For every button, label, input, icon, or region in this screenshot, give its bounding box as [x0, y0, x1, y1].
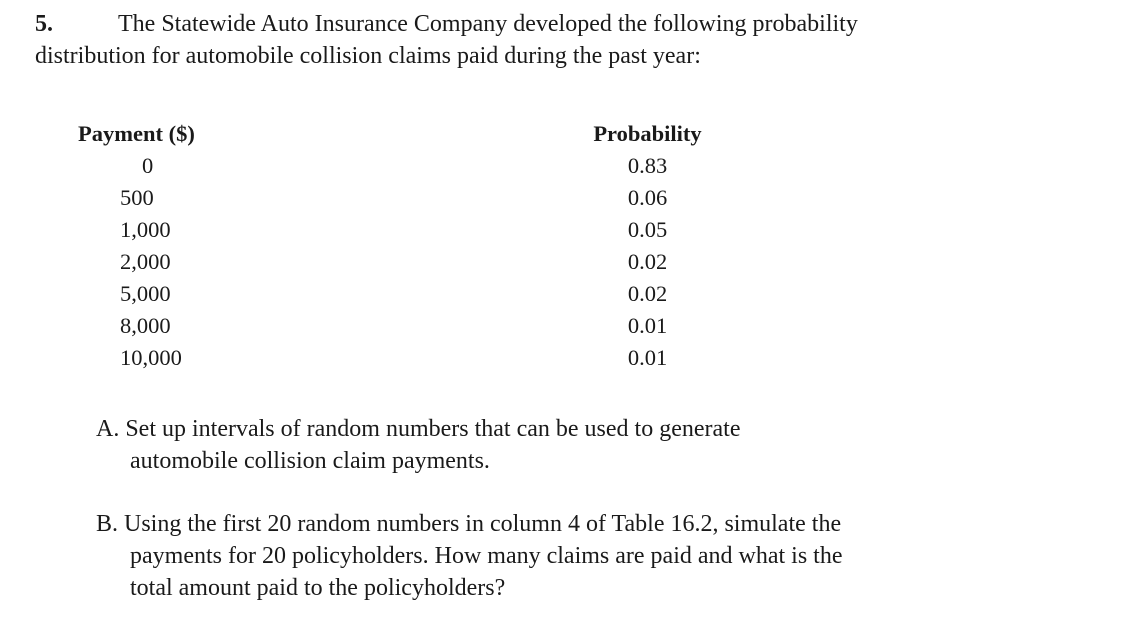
- intro-line-2: distribution for automobile collision claims paid during the past year:: [35, 43, 701, 69]
- payment-cell: 0: [142, 153, 154, 178]
- probability-cell: 0.02: [627, 249, 668, 274]
- payment-cell: 5,000: [120, 281, 171, 306]
- payment-header: Payment ($): [78, 121, 195, 146]
- probability-cell: 0.02: [627, 281, 668, 306]
- payment-cell: 500: [120, 185, 154, 210]
- probability-column: [575, 118, 720, 374]
- problem-intro: [35, 8, 1105, 72]
- question-b-line-3: total amount paid to the policyholders?: [130, 575, 506, 601]
- payment-cell: 2,000: [120, 249, 171, 274]
- question-a-line-2: automobile collision claim payments.: [130, 448, 490, 474]
- probability-cell: 0.01: [627, 313, 668, 338]
- payment-column: [78, 118, 195, 374]
- payment-cell: 8,000: [120, 313, 171, 338]
- payment-cell: 10,000: [120, 345, 182, 370]
- question-a-line-1: A. Set up intervals of random numbers that can be used to generate: [96, 416, 741, 442]
- probability-cell: 0.83: [627, 153, 668, 178]
- payment-cell: 1,000: [120, 217, 171, 242]
- probability-cell: 0.06: [627, 185, 668, 210]
- probability-cell: 0.05: [627, 217, 668, 242]
- question-a: [96, 413, 740, 477]
- probability-header: Probability: [593, 121, 702, 146]
- question-b: [96, 508, 843, 604]
- question-b-line-2: payments for 20 policyholders. How many claims are paid and what is the: [130, 543, 843, 569]
- probability-cell: 0.01: [627, 345, 668, 370]
- intro-text-1: The Statewide Auto Insurance Company developed the following probability: [118, 11, 858, 37]
- question-b-line-1: B. Using the first 20 random numbers in column 4 of Table 16.2, simulate the: [96, 511, 842, 537]
- intro-line-1: [35, 8, 1105, 40]
- problem-number: 5.: [35, 11, 53, 37]
